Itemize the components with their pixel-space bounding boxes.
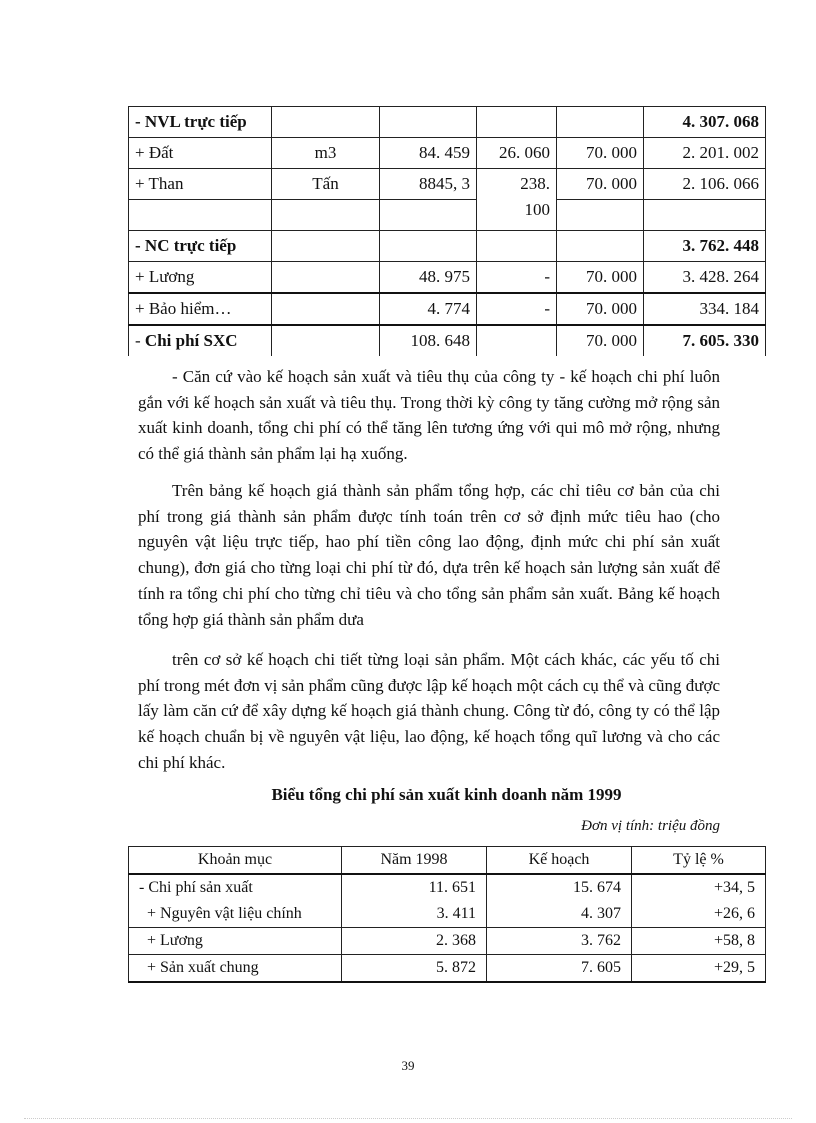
row-qty (380, 200, 477, 231)
row-total: 2. 201. 002 (644, 138, 766, 169)
row-qty: 8845, 3 (380, 169, 477, 200)
row-days: 70. 000 (557, 169, 644, 200)
row-days (557, 231, 644, 262)
row-days: 70. 000 (557, 293, 644, 325)
table-row (129, 200, 766, 231)
row-total: 7. 605. 330 (644, 325, 766, 356)
row-days (557, 200, 644, 231)
row-price: - (477, 293, 557, 325)
row-item: - NVL trực tiếp (129, 107, 272, 138)
row-total: 3. 762. 448 (644, 231, 766, 262)
row-days: 70. 000 (557, 138, 644, 169)
row-plan: 4. 307 (487, 901, 632, 928)
row-plan: 7. 605 (487, 955, 632, 983)
cost-plan-table (128, 106, 766, 356)
row-price: 100 (477, 200, 557, 231)
row-1998: 3. 411 (342, 901, 487, 928)
row-item: + Than (129, 169, 272, 200)
table-row (129, 901, 766, 928)
table-row (129, 874, 766, 901)
row-unit (272, 262, 380, 294)
row-qty: 48. 975 (380, 262, 477, 294)
table-header-row (129, 847, 766, 875)
row-unit: m3 (272, 138, 380, 169)
row-unit (272, 231, 380, 262)
table-row (129, 955, 766, 983)
row-qty (380, 231, 477, 262)
table-row (129, 293, 766, 325)
row-price (477, 325, 557, 356)
row-1998: 2. 368 (342, 928, 487, 955)
row-total: 334. 184 (644, 293, 766, 325)
row-item (129, 325, 272, 356)
table-row (129, 262, 766, 294)
summary-table (128, 846, 766, 983)
row-qty: 84. 459 (380, 138, 477, 169)
row-item: + Lương (129, 262, 272, 294)
table-row (129, 231, 766, 262)
row-ratio: +58, 8 (632, 928, 766, 955)
row-unit (272, 325, 380, 356)
table-row (129, 928, 766, 955)
table-row (129, 107, 766, 138)
table-row (129, 138, 766, 169)
header-ratio: Tỷ lệ % (632, 847, 766, 875)
row-price: - (477, 262, 557, 294)
table-row (129, 169, 766, 200)
row-ratio: +29, 5 (632, 955, 766, 983)
row-item: - Chi phí sản xuất (129, 874, 342, 901)
row-unit: Tấn (272, 169, 380, 200)
row-item: + Sản xuất chung (129, 955, 342, 983)
row-total: 4. 307. 068 (644, 107, 766, 138)
row-unit (272, 107, 380, 138)
row-ratio: +26, 6 (632, 901, 766, 928)
paragraph-basis: - Căn cứ vào kế hoạch sản xuất và tiêu thụ của công ty - kế hoạch chi phí luôn gắn với kế hoạch sản xuất và tiêu thụ. Trong thời kỳ công ty tăng cường mở rộng sản xuất kinh doanh, tổng chi phí có thể tăng lên tương ứng với qui mô mở rộng, nhưng có thể giá thành sản phẩm lại hạ xuống. (138, 367, 720, 464)
row-price (477, 107, 557, 138)
row-total (644, 200, 766, 231)
summary-title: Biểu tổng chi phí sản xuất kinh doanh năm 1999 (271, 785, 622, 804)
row-plan: 15. 674 (487, 874, 632, 901)
page-number: 39 (401, 1058, 415, 1073)
row-ratio: +34, 5 (632, 874, 766, 901)
row-item-prefix: - (135, 331, 145, 350)
row-1998: 11. 651 (342, 874, 487, 901)
row-price: 26. 060 (477, 138, 557, 169)
row-price: 238. (477, 169, 557, 200)
header-plan: Kế hoạch (487, 847, 632, 875)
row-qty (380, 107, 477, 138)
row-item-label: Chi phí SXC (144, 331, 238, 350)
row-days: 70. 000 (557, 262, 644, 294)
row-item: + Đất (129, 138, 272, 169)
row-item: + Lương (129, 928, 342, 955)
row-item: + Nguyên vật liệu chính (129, 901, 342, 928)
unit-note: Đơn vị tính: triệu đồng (581, 818, 720, 834)
row-unit (272, 293, 380, 325)
paragraph-plan-summary: Trên bảng kế hoạch giá thành sản phẩm tổng hợp, các chỉ tiêu cơ bản của chi phí trong giá thành sản phẩm được tính toán trên cơ sở định mức tiêu hao (cho nguyên vật liệu trực tiếp, hao phí tiền công lao động, định mức chi phí sản xuất chung), đơn giá cho từng loại chi phí từ đó, dựa trên kế hoạch sản lượng sản xuất để tính ra tổng chi phí cho từng chỉ tiêu và cho tổng sản phẩm sản xuất. Bảng kế hoạch tổng hợp giá thành sản phẩm dưa (138, 481, 720, 629)
table-row (129, 325, 766, 356)
row-unit (272, 200, 380, 231)
header-item: Khoản mục (129, 847, 342, 875)
row-qty: 108. 648 (380, 325, 477, 356)
header-1998: Năm 1998 (342, 847, 487, 875)
row-item: + Bảo hiểm… (129, 293, 272, 325)
row-item: - NC trực tiếp (129, 231, 272, 262)
paragraph-detail: trên cơ sở kế hoạch chi tiết từng loại sản phẩm. Một cách khác, các yếu tố chi phí trong mét đơn vị sản phẩm cũng được lập kế hoạch một cách cụ thể và cũng được lấy làm căn cứ để xây dựng kế hoạch giá thành chung. Công từ đó, công ty có thể lập kế hoạch chuẩn bị về nguyên vật liệu, lao động, kế hoạch tổng quĩ lương và cho các chi phí khác. (138, 650, 720, 772)
row-total: 3. 428. 264 (644, 262, 766, 294)
row-price (477, 231, 557, 262)
row-item (129, 200, 272, 231)
row-qty: 4. 774 (380, 293, 477, 325)
footer-divider (24, 1118, 792, 1119)
row-1998: 5. 872 (342, 955, 487, 983)
row-days (557, 107, 644, 138)
row-total: 2. 106. 066 (644, 169, 766, 200)
row-plan: 3. 762 (487, 928, 632, 955)
row-days: 70. 000 (557, 325, 644, 356)
